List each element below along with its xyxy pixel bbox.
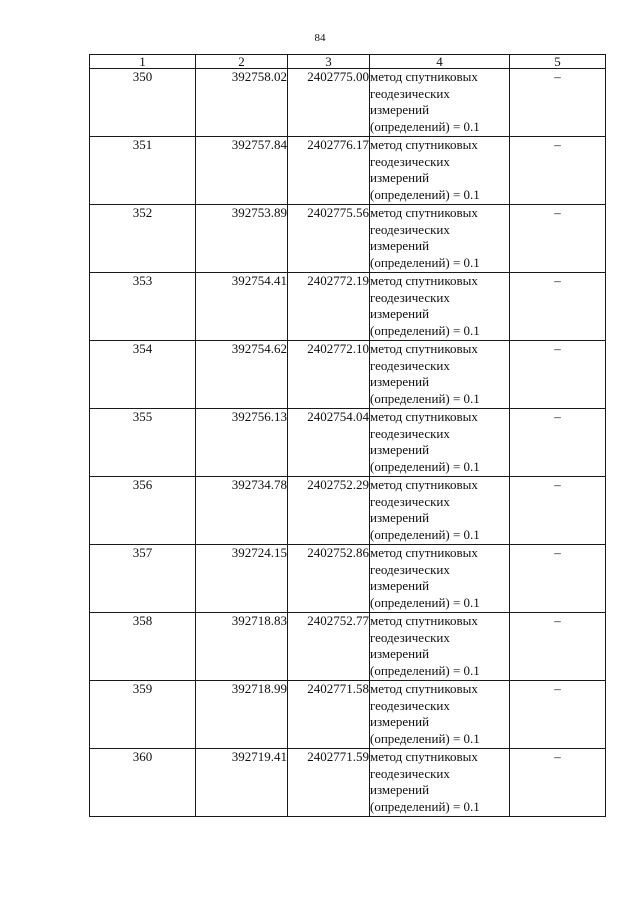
table-row <box>90 749 606 817</box>
coord-x: 392734.78 <box>196 477 288 545</box>
coord-y: 2402776.17 <box>288 137 370 205</box>
method-description: метод спутниковых геодезических измерений (определений) = 0.1 <box>370 613 510 681</box>
table-row <box>90 613 606 681</box>
coord-y: 2402752.86 <box>288 545 370 613</box>
table-row <box>90 205 606 273</box>
method-description: метод спутниковых геодезических измерений (определений) = 0.1 <box>370 341 510 409</box>
note-dash: – <box>510 69 606 137</box>
method-description: метод спутниковых геодезических измерений (определений) = 0.1 <box>370 137 510 205</box>
note-dash: – <box>510 341 606 409</box>
method-description: метод спутниковых геодезических измерений (определений) = 0.1 <box>370 273 510 341</box>
coordinates-table <box>89 54 606 817</box>
coord-y: 2402772.10 <box>288 341 370 409</box>
note-dash: – <box>510 545 606 613</box>
coord-y: 2402752.77 <box>288 613 370 681</box>
method-description: метод спутниковых геодезических измерений (определений) = 0.1 <box>370 681 510 749</box>
coord-x: 392758.02 <box>196 69 288 137</box>
table-row <box>90 137 606 205</box>
coord-y: 2402775.56 <box>288 205 370 273</box>
coord-x: 392718.99 <box>196 681 288 749</box>
coord-y: 2402775.00 <box>288 69 370 137</box>
point-number: 359 <box>90 681 196 749</box>
method-description: метод спутниковых геодезических измерений (определений) = 0.1 <box>370 409 510 477</box>
point-number: 352 <box>90 205 196 273</box>
note-dash: – <box>510 273 606 341</box>
table-row <box>90 409 606 477</box>
page-number: 84 <box>314 32 326 44</box>
method-description: метод спутниковых геодезических измерений (определений) = 0.1 <box>370 205 510 273</box>
method-description: метод спутниковых геодезических измерений (определений) = 0.1 <box>370 749 510 817</box>
coord-y: 2402752.29 <box>288 477 370 545</box>
note-dash: – <box>510 477 606 545</box>
coord-x: 392724.15 <box>196 545 288 613</box>
point-number: 360 <box>90 749 196 817</box>
point-number: 355 <box>90 409 196 477</box>
coord-y: 2402754.04 <box>288 409 370 477</box>
coord-x: 392753.89 <box>196 205 288 273</box>
point-number: 351 <box>90 137 196 205</box>
header-col-2: 2 <box>196 55 288 69</box>
method-description: метод спутниковых геодезических измерений (определений) = 0.1 <box>370 477 510 545</box>
coord-x: 392756.13 <box>196 409 288 477</box>
point-number: 350 <box>90 69 196 137</box>
coord-x: 392754.41 <box>196 273 288 341</box>
coord-x: 392754.62 <box>196 341 288 409</box>
point-number: 358 <box>90 613 196 681</box>
coord-y: 2402772.19 <box>288 273 370 341</box>
coord-y: 2402771.59 <box>288 749 370 817</box>
table-row <box>90 477 606 545</box>
note-dash: – <box>510 681 606 749</box>
header-col-4: 4 <box>370 55 510 69</box>
point-number: 356 <box>90 477 196 545</box>
note-dash: – <box>510 137 606 205</box>
table-row <box>90 681 606 749</box>
point-number: 354 <box>90 341 196 409</box>
coord-y: 2402771.58 <box>288 681 370 749</box>
coord-x: 392719.41 <box>196 749 288 817</box>
table-header-row <box>90 55 606 69</box>
header-col-3: 3 <box>288 55 370 69</box>
note-dash: – <box>510 205 606 273</box>
table-row <box>90 545 606 613</box>
coord-x: 392718.83 <box>196 613 288 681</box>
note-dash: – <box>510 613 606 681</box>
header-col-1: 1 <box>90 55 196 69</box>
method-description: метод спутниковых геодезических измерений (определений) = 0.1 <box>370 545 510 613</box>
coord-x: 392757.84 <box>196 137 288 205</box>
header-col-5: 5 <box>510 55 606 69</box>
point-number: 357 <box>90 545 196 613</box>
table-row <box>90 341 606 409</box>
note-dash: – <box>510 409 606 477</box>
table-row <box>90 273 606 341</box>
method-description: метод спутниковых геодезических измерений (определений) = 0.1 <box>370 69 510 137</box>
table-row <box>90 69 606 137</box>
note-dash: – <box>510 749 606 817</box>
point-number: 353 <box>90 273 196 341</box>
